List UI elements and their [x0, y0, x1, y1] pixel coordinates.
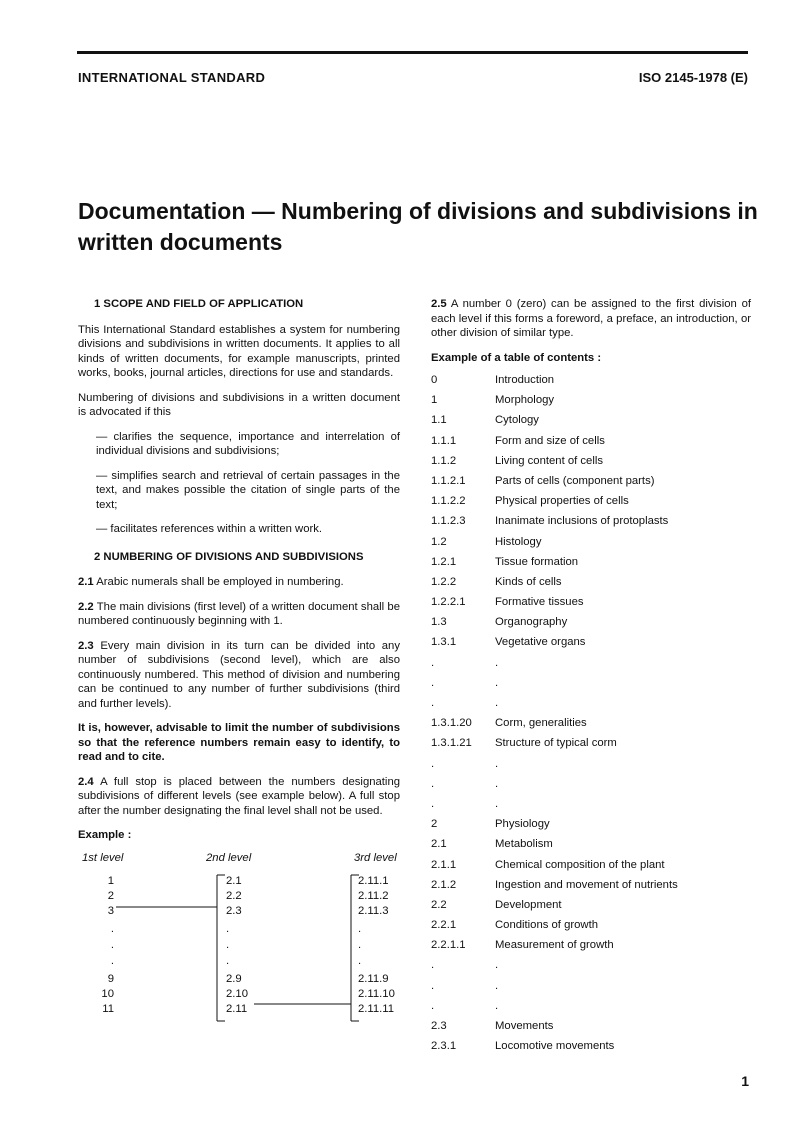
clause-2-1: [78, 575, 400, 590]
toc-entry-title: Form and size of cells: [495, 434, 605, 447]
clause-number: 2.3: [78, 639, 94, 652]
toc-entry: [431, 535, 751, 555]
toc-entry-title: Locomotive movements: [495, 1040, 615, 1053]
toc-entry-number: 1.2.2: [431, 575, 457, 588]
toc-entry-number: 2.2.1: [431, 919, 457, 932]
toc-entry: [431, 797, 751, 817]
toc-entry: [431, 817, 751, 837]
clause-text: Every main division in its turn can be divided into any number of subdivisions (second level), which are also continuously numbered. This method of division and numbering can be continued to any number of further subdivisions (third and further levels).: [78, 639, 400, 710]
clause-number: 2.5: [431, 298, 447, 310]
level-3-number: .: [358, 938, 362, 951]
toc-entry: [431, 898, 751, 918]
toc-entry-title: .: [495, 777, 499, 790]
level-3-number: 2.11.2: [358, 889, 389, 902]
clause-number: 2.4: [78, 775, 94, 788]
section-1-bullet-3: — facilitates references within a written work.: [96, 523, 323, 535]
toc-entry-number: 2.3.1: [431, 1040, 457, 1053]
toc-entry: [431, 979, 751, 999]
level-1-number: 10: [101, 987, 114, 1000]
toc-entry: [431, 434, 751, 454]
level-2-heading: 2nd level: [206, 851, 252, 864]
toc-entry: [431, 656, 751, 676]
toc-entry-title: Cytology: [495, 414, 539, 427]
clause-2-4: [78, 775, 400, 819]
level-3-number: 2.11.1: [358, 874, 389, 887]
level-1-number: 1: [107, 874, 114, 887]
toc-entry-title: Organography: [495, 616, 568, 629]
section-1-bullet-2: — simplifies search and retrieval of certain passages in the text, and makes possible the citation of single parts of the text;: [96, 469, 400, 511]
toc-example-label: Example of a table of contents :: [431, 351, 602, 364]
toc-entry-title: .: [495, 999, 499, 1012]
toc-entry-number: .: [431, 979, 435, 992]
toc-entry-number: 1.2.2.1: [431, 596, 466, 609]
toc-entry-title: Introduction: [495, 374, 555, 386]
toc-entry-number: .: [431, 999, 435, 1012]
toc-entry-number: 1.1.2.2: [431, 495, 466, 508]
toc-entry-title: .: [495, 979, 499, 992]
toc-entry: [431, 938, 751, 958]
toc-entry-number: 1.1.1: [431, 434, 457, 447]
clause-text: A number 0 (zero) can be assigned to the first division of each level if this forms a foreword, a preface, an introduction, or other division of similar type.: [431, 298, 751, 339]
toc-entry: [431, 555, 751, 575]
level-3-number: .: [358, 954, 362, 967]
level-1-number: .: [110, 938, 114, 951]
toc-entry: [431, 1019, 751, 1039]
clause-text: A full stop is placed between the numbers designating subdivisions of different levels (see example below). A full stop after the number designating the final level shall not be used.: [78, 775, 401, 817]
level-1-number: 9: [107, 972, 114, 985]
level-1-number: .: [110, 954, 114, 967]
level-3-number: 2.11.3: [358, 904, 389, 917]
toc-entry-number: .: [431, 676, 435, 689]
level-2-number: 2.2: [226, 889, 242, 902]
header-document-id: ISO 2145-1978 (E): [638, 70, 748, 85]
level-3-number: 2.11.9: [358, 972, 389, 985]
level-2-number: .: [226, 954, 230, 967]
toc-entry-number: 2.2: [431, 898, 447, 911]
toc-entry-number: .: [431, 797, 435, 810]
toc-entry-number: 1: [431, 394, 438, 407]
level-2-number: .: [226, 938, 230, 951]
level-1-number: 11: [102, 1002, 114, 1015]
toc-entry: [431, 918, 751, 938]
toc-entry: [431, 595, 751, 615]
toc-entry-number: 1.1.2: [431, 454, 457, 467]
toc-entry-title: Metabolism: [495, 838, 553, 851]
toc-entry: [431, 413, 751, 433]
toc-entry-number: 1.2: [431, 535, 447, 548]
clause-2-5: [431, 297, 751, 341]
toc-entry-title: Inanimate inclusions of protoplasts: [495, 515, 669, 528]
toc-entry-title: .: [495, 959, 499, 972]
toc-entry: [431, 736, 751, 756]
toc-entry-title: Measurement of growth: [495, 939, 614, 952]
section-1-paragraph-1: This International Standard establishes a system for numbering divisions and subdivisions in written documents. It applies to all kinds of written documents, for example manuscripts, printed works, books, journal articles, directions for use and standards.: [78, 323, 400, 379]
right-column: [431, 297, 751, 1059]
toc-entry: [431, 635, 751, 655]
level-2-number: 2.3: [226, 904, 242, 917]
toc-entry-title: Conditions of growth: [495, 919, 598, 932]
toc-entry-title: Structure of typical corm: [495, 737, 617, 750]
toc-entry-title: .: [495, 676, 499, 689]
toc-entry: [431, 878, 751, 898]
toc-entry: [431, 777, 751, 797]
level-1-number: 3: [107, 904, 114, 917]
clause-number: 2.1: [78, 576, 94, 588]
toc-entry-title: Parts of cells (component parts): [495, 474, 655, 487]
clause-text: The main divisions (first level) of a written document shall be numbered continuously beginning with 1.: [78, 600, 400, 627]
toc-entry: [431, 858, 751, 878]
toc-entry-number: 2: [431, 818, 438, 831]
toc-entry: [431, 494, 751, 514]
toc-entry-title: Ingestion and movement of nutrients: [495, 878, 678, 891]
section-1-heading: 1 SCOPE AND FIELD OF APPLICATION: [94, 298, 304, 310]
toc-entry: [431, 474, 751, 494]
toc-entry-title: Tissue formation: [495, 555, 579, 568]
header-standard-type: INTERNATIONAL STANDARD: [78, 70, 266, 85]
toc-entry-number: .: [431, 777, 435, 790]
clause-number: 2.2: [78, 600, 94, 613]
toc-entry-title: .: [495, 656, 499, 669]
toc-entry: [431, 757, 751, 777]
toc-entry-number: .: [431, 959, 435, 972]
level-1-number: 2: [107, 889, 114, 902]
toc-entry-title: Physiology: [495, 818, 550, 831]
toc-entry: [431, 1039, 751, 1059]
toc-entry-number: 1.3.1: [431, 636, 457, 649]
toc-entry-number: 1.2.1: [431, 555, 457, 568]
level-3-number: 2.11.11: [358, 1002, 395, 1015]
toc-entry: [431, 454, 751, 474]
left-column: [78, 297, 400, 1037]
toc-entry-number: .: [431, 697, 435, 709]
toc-entry-number: 1.3.1.21: [431, 737, 472, 750]
toc-entry-number: 1.3.1.20: [431, 717, 472, 730]
page-number: 1: [741, 1073, 749, 1089]
toc-entry-number: 2.1.1: [431, 858, 457, 871]
toc-entry-title: Histology: [495, 535, 542, 548]
level-2-number: 2.1: [226, 874, 242, 887]
level-2-number: 2.10: [226, 987, 248, 1000]
toc-entry-title: Living content of cells: [495, 454, 604, 467]
level-headings: [78, 851, 400, 867]
header-rule: [77, 51, 748, 54]
toc-entry: [431, 575, 751, 595]
toc-entry-number: .: [431, 656, 435, 669]
toc-entry-number: 1.1: [431, 414, 447, 427]
toc-entry: [431, 716, 751, 736]
toc-entry: [431, 615, 751, 635]
document-title: Documentation — Numbering of divisions and subdivisions in written documents: [78, 198, 758, 255]
toc-entry-number: 1.1.2.3: [431, 515, 466, 528]
toc-entry-number: 1.3: [431, 616, 447, 629]
toc-entry-number: 2.1: [431, 838, 447, 851]
toc-entry-title: Movements: [495, 1020, 554, 1032]
level-3-number: 2.11.10: [358, 987, 395, 1000]
toc-entry-title: Morphology: [495, 394, 555, 407]
section-2-heading: 2 NUMBERING OF DIVISIONS AND SUBDIVISIONS: [94, 550, 364, 563]
level-2-number: 2.9: [226, 972, 242, 985]
example-label: Example :: [78, 829, 132, 841]
level-3-heading: 3rd level: [354, 851, 397, 864]
clause-text: Arabic numerals shall be employed in numbering.: [96, 576, 344, 588]
toc-entry-number: 2.3: [431, 1020, 447, 1032]
toc-entry-title: .: [495, 797, 499, 810]
toc-entry-title: .: [495, 757, 499, 770]
toc-entry: [431, 696, 751, 716]
toc-entry: [431, 393, 751, 413]
toc-entry: [431, 373, 751, 393]
clause-2-3: [78, 639, 400, 712]
toc-entry: [431, 958, 751, 978]
toc-entry-number: 2.2.1.1: [431, 939, 466, 952]
advisory-note: It is, however, advisable to limit the number of subdivisions so that the reference numbers remain easy to identify, to read and to cite.: [78, 722, 400, 763]
toc-entry: [431, 837, 751, 857]
toc-entry-title: Development: [495, 898, 562, 911]
toc-entry: [431, 999, 751, 1019]
level-1-heading: 1st level: [82, 851, 124, 864]
toc-entry-title: Chemical composition of the plant: [495, 858, 665, 871]
toc-entry: [431, 514, 751, 534]
toc-entry-number: 2.1.2: [431, 878, 457, 891]
toc-entry-title: Formative tissues: [495, 596, 584, 609]
toc-entry-title: Physical properties of cells: [495, 495, 629, 508]
toc-entry-number: 0: [431, 374, 438, 386]
toc-entry-title: Corm, generalities: [495, 717, 587, 730]
toc-entry-title: Vegetative organs: [495, 636, 586, 649]
numbering-diagram: [78, 871, 400, 1037]
toc-entry-title: .: [495, 697, 499, 709]
level-2-number: .: [226, 922, 230, 935]
level-2-number: 2.11: [226, 1002, 248, 1015]
toc-entry: [431, 676, 751, 696]
section-1-paragraph-2: Numbering of divisions and subdivisions in a written document is advocated if this: [78, 391, 400, 418]
toc-entry-number: .: [431, 757, 435, 770]
clause-2-2: [78, 600, 400, 629]
level-1-number: .: [110, 922, 114, 935]
level-3-number: .: [358, 922, 362, 935]
toc-entry-number: 1.1.2.1: [431, 474, 466, 487]
section-1-bullet-1: — clarifies the sequence, importance and interrelation of individual divisions and subdivisions;: [96, 430, 400, 457]
toc-entry-title: Kinds of cells: [495, 575, 562, 588]
toc-example-list: [431, 373, 751, 1059]
